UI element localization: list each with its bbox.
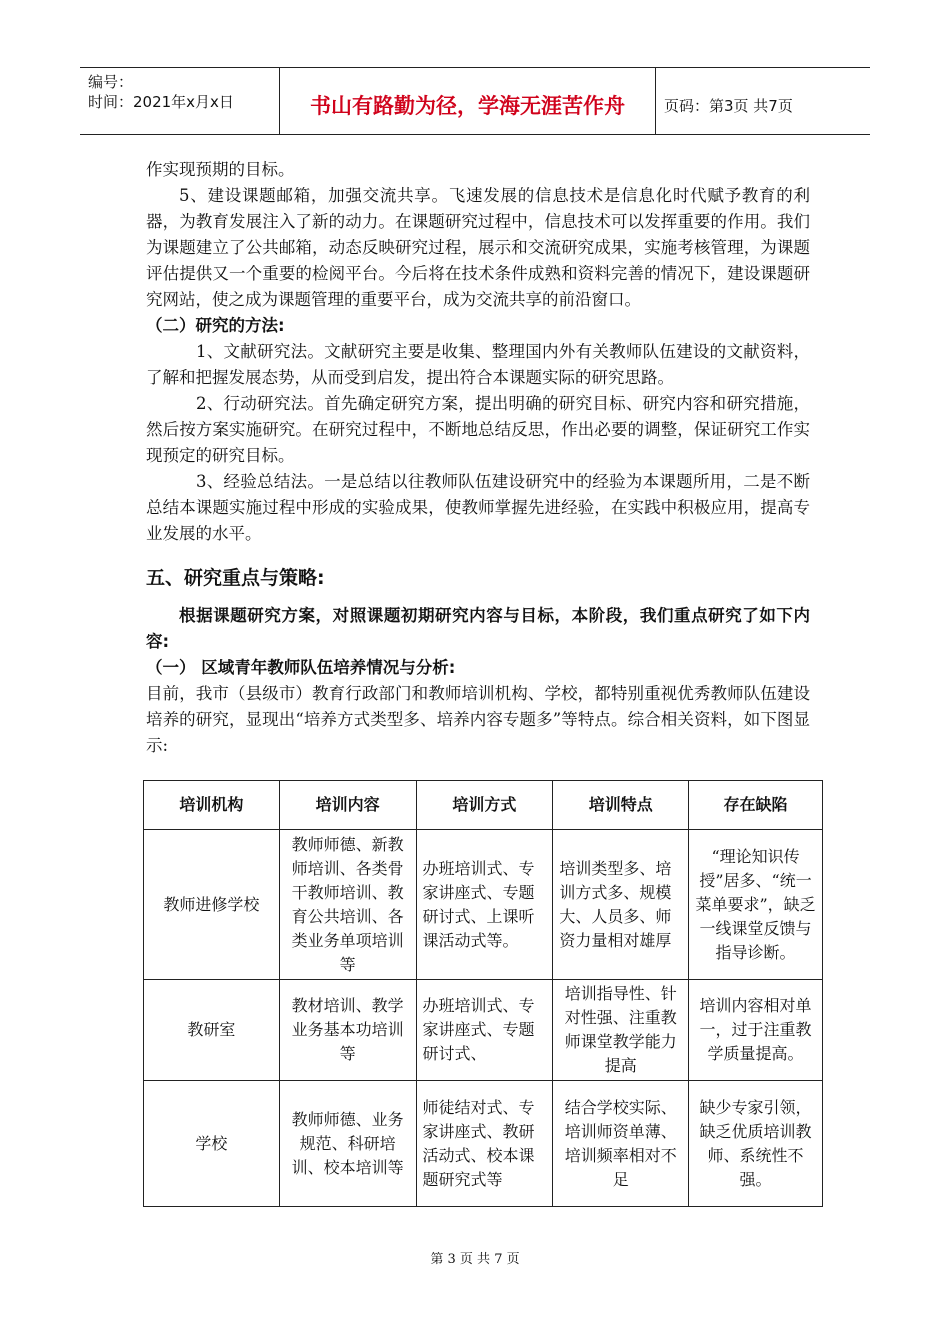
table-cell: 培训类型多、培训方式多、规模大、人员多、师资力量相对雄厚 [553, 830, 689, 980]
paragraph-method-2: 2、行动研究法。首先确定研究方案，提出明确的研究目标、研究内容和研究措施，然后按方案实施研究。在研究过程中，不断地总结反思，作出必要的调整，保证研究工作实现预定的研究目标。 [146, 394, 810, 465]
column-header: 存在缺陷 [689, 781, 823, 830]
table-row [144, 1081, 823, 1207]
page-header [80, 67, 870, 135]
table-cell: 教研室 [144, 980, 280, 1081]
paragraph-intro: 根据课题研究方案，对照课题初期研究内容与目标，本阶段，我们重点研究了如下内容: [146, 606, 810, 651]
column-header: 培训机构 [144, 781, 280, 830]
header-left [80, 68, 280, 134]
table-header-row [144, 781, 823, 830]
table-cell: 培训指导性、针对性强、注重教师课堂教学能力提高 [553, 980, 689, 1081]
header-motto: 书山有路勤为径，学海无涯苦作舟 [280, 68, 656, 134]
table-cell: 学校 [144, 1081, 280, 1207]
document-body [146, 157, 810, 759]
paragraph-description: 目前，我市（县级市）教育行政部门和教师培训机构、学校，都特别重视优秀教师队伍建设培养的研究，显现出“培养方式类型多、培养内容专题多”等特点。综合相关资料，如下图显示: [146, 684, 810, 755]
table-cell: “理论知识传授”居多、“统一菜单要求”，缺乏一线课堂反馈与指导诊断。 [689, 830, 823, 980]
paragraph-continuation: 作实现预期的目标。 [146, 160, 295, 179]
column-header: 培训方式 [416, 781, 553, 830]
header-page-label: 页码：第3页 共7页 [664, 96, 793, 115]
paragraph-mailbox: 5、建设课题邮箱，加强交流共享。飞速发展的信息技术是信息化时代赋予教育的利器，为教育发展注入了新的动力。在课题研究过程中，信息技术可以发挥重要的作用。我们为课题建立了公共邮箱，动态反映研究过程，展示和交流研究成果，实施考核管理，为课题评估提供又一个重要的检阅平台。今后将在技术条件成熟和资料完善的情况下，建设课题研究网站，使之成为课题管理的重要平台，成为交流共享的前沿窗口。 [146, 186, 810, 309]
table-cell: 教师进修学校 [144, 830, 280, 980]
table-cell: 师徒结对式、专家讲座式、教研活动式、校本课题研究式等 [416, 1081, 553, 1207]
table-cell: 教师师德、业务规范、科研培训、校本培训等 [279, 1081, 416, 1207]
table-row [144, 980, 823, 1081]
heading-subsection-1: （一） 区域青年教师队伍培养情况与分析: [146, 658, 456, 677]
page-footer: 第 3 页 共 7 页 [430, 1252, 520, 1267]
paragraph-method-1: 1、文献研究法。文献研究主要是收集、整理国内外有关教师队伍建设的文献资料，了解和把握发展态势，从而受到启发，提出符合本课题实际的研究思路。 [146, 342, 810, 387]
number-label: 编号： [88, 73, 134, 91]
training-table [143, 780, 823, 1207]
table-cell: 教师师德、新教师培训、各类骨干教师培训、教育公共培训、各类业务单项培训等 [279, 830, 416, 980]
column-header: 培训内容 [279, 781, 416, 830]
table-cell: 办班培训式、专家讲座式、专题研讨式、上课听课活动式等。 [416, 830, 553, 980]
table-cell: 缺少专家引领，缺乏优质培训教师、系统性不强。 [689, 1081, 823, 1207]
table-cell: 教材培训、教学业务基本功培训等 [279, 980, 416, 1081]
time-label: 时间：2021年x月x日 [88, 93, 234, 111]
table-cell: 结合学校实际、培训师资单薄、培训频率相对不足 [553, 1081, 689, 1207]
paragraph-method-3: 3、经验总结法。一是总结以往教师队伍建设研究中的经验为本课题所用，二是不断总结本课题实施过程中形成的实验成果，使教师掌握先进经验，在实践中积极应用，提高专业发展的水平。 [146, 472, 810, 543]
table-cell: 办班培训式、专家讲座式、专题研讨式、 [416, 980, 553, 1081]
table-row [144, 830, 823, 980]
column-header: 培训特点 [553, 781, 689, 830]
heading-section-5: 五、研究重点与策略: [146, 567, 325, 589]
heading-methods: （二）研究的方法: [146, 316, 285, 335]
table-cell: 培训内容相对单一，过于注重教学质量提高。 [689, 980, 823, 1081]
